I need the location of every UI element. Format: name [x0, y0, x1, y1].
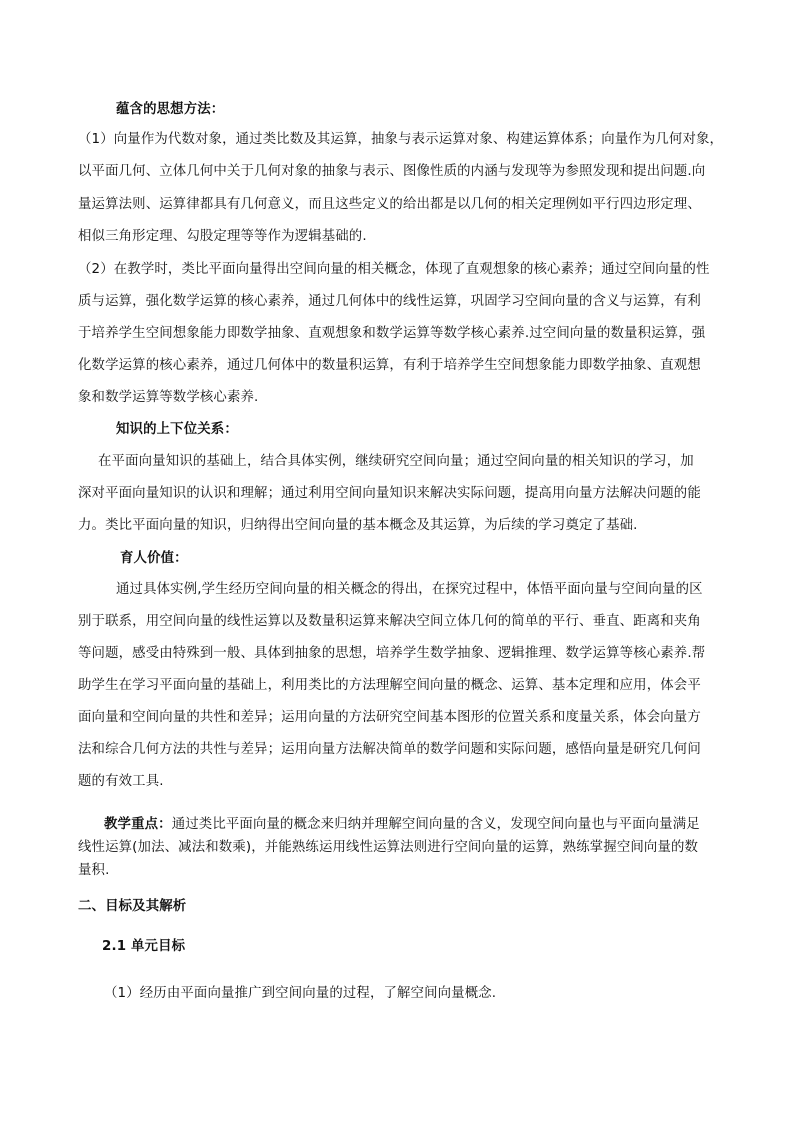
paragraph-line: 深对平面向量知识的认识和理解；通过利用空间向量知识来解决实际问题，提高用向量方法解决问题的能	[78, 486, 701, 501]
paragraph-line: 面向量和空间向量的共性和差异；运用向量的方法研究空间基本图形的位置关系和度量关系，体会向量方	[78, 710, 701, 725]
teaching-focus-first-line	[104, 815, 700, 835]
paragraph-line: （1）向量作为代数对象，通过类比数及其运算，抽象与表示运算对象、构建运算体系；向量作为几何对象，	[78, 132, 724, 147]
heading-objectives: 二、目标及其解析	[78, 899, 187, 914]
teaching-focus-label: 教学重点：	[104, 817, 172, 832]
paragraph-line: 于培养学生空间想象能力即数学抽象、直观想象和数学运算等数学核心素养.过空间向量的数量积运算，强	[78, 326, 706, 341]
paragraph-line: 量积.	[78, 863, 110, 878]
paragraph-line: （1）经历由平面向量推广到空间向量的过程，了解空间向量概念.	[104, 986, 497, 1001]
heading-knowledge-relations: 知识的上下位关系：	[116, 422, 238, 437]
paragraph-line: 通过具体实例,学生经历空间向量的相关概念的得出，在探究过程中，体悟平面向量与空间向量的区	[116, 582, 703, 597]
paragraph-line: 法和综合几何方法的共性与差异；运用向量方法解决简单的数学问题和实际问题，感悟向量是研究几何问	[78, 742, 701, 757]
paragraph-line: （2）在教学时，类比平面向量得出空间向量的相关概念，体现了直观想象的核心素养；通过空间向量的性	[78, 262, 710, 277]
paragraph-line: 题的有效工具.	[78, 774, 164, 789]
paragraph-line: 等问题，感受由特殊到一般、具体到抽象的思想，培养学生数学抽象、逻辑推理、数学运算等核心素养.帮	[78, 646, 706, 661]
subheading-unit-objectives: 2.1 单元目标	[102, 939, 186, 954]
paragraph-line: 相似三角形定理、勾股定理等等作为逻辑基础的.	[78, 229, 367, 244]
heading-contained-methods: 蕴含的思想方法：	[116, 102, 225, 117]
paragraph-line: 力。类比平面向量的知识，归纳得出空间向量的基本概念及其运算，为后续的学习奠定了基础.	[78, 518, 638, 533]
paragraph-line: 助学生在学习平面向量的基础上，利用类比的方法理解空间向量的概念、运算、基本定理和应用，体会平	[78, 678, 701, 693]
paragraph-line: 线性运算(加法、减法和数乘)，并能熟练运用线性运算法则进行空间向量的运算，熟练掌握空间向量的数	[78, 840, 699, 855]
paragraph-line: 质与运算，强化数学运算的核心素养，通过几何体中的线性运算，巩固学习空间向量的含义与运算，有利	[78, 294, 701, 309]
paragraph-line: 以平面几何、立体几何中关于几何对象的抽象与表示、图像性质的内涵与发现等为参照发现和提出问题.向	[78, 164, 706, 179]
paragraph-line: 化数学运算的核心素养，通过几何体中的数量积运算，有利于培养学生空间想象能力即数学抽象、直观想	[78, 358, 701, 373]
paragraph-line: 象和数学运算等数学核心素养.	[78, 390, 259, 405]
paragraph-line: 在平面向量知识的基础上，结合具体实例，继续研究空间向量；通过空间向量的相关知识的学习，加	[98, 454, 694, 469]
teaching-focus-text: 通过类比平面向量的概念来归纳并理解空间向量的含义，发现空间向量也与平面向量满足	[171, 817, 700, 832]
paragraph-line: 量运算法则、运算律都具有几何意义，而且这些定义的给出都是以几何的相关定理例如平行四边形定理、	[78, 197, 701, 212]
heading-educational-value: 育人价值：	[120, 551, 188, 566]
paragraph-line: 别于联系，用空间向量的线性运算以及数量积运算来解决空间立体几何的简单的平行、垂直、距离和夹角	[78, 614, 701, 629]
